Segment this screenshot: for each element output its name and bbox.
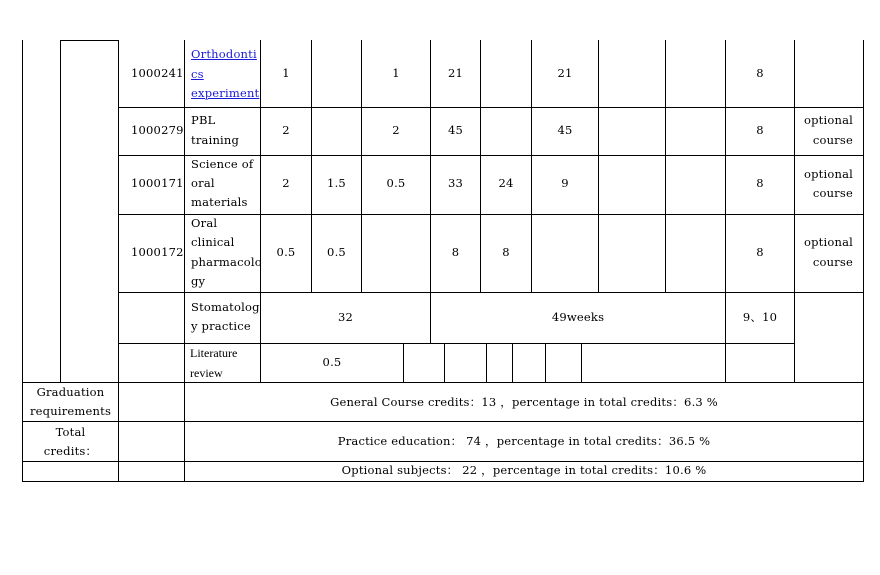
credits-total: 2	[282, 123, 290, 137]
literature-credits: 0.5	[322, 355, 342, 369]
table-line	[598, 40, 599, 292]
table-line	[184, 40, 185, 482]
table-line	[118, 40, 119, 482]
table-line	[512, 343, 513, 382]
semester: 8	[756, 176, 764, 190]
table-line	[22, 421, 864, 422]
course-code: 1000171	[131, 176, 184, 190]
table-line	[118, 214, 864, 215]
course-note: course	[812, 186, 853, 200]
course-note: optional	[804, 113, 854, 127]
course-name: training	[191, 133, 240, 147]
table-line	[60, 40, 118, 41]
hours-theory: 24	[498, 176, 514, 190]
course-code: 1000279	[131, 123, 184, 137]
course-name: pharmacolo	[191, 255, 262, 269]
hours-practice: 45	[557, 123, 573, 137]
course-name-link[interactable]: Orthodonti	[191, 47, 257, 61]
total-credits-label: Total	[55, 425, 86, 439]
course-name-link[interactable]: cs	[191, 67, 204, 81]
credits-practice: 1	[392, 66, 400, 80]
credits-theory: 1.5	[327, 176, 346, 190]
table-line	[665, 40, 666, 292]
practice-name: y practice	[191, 319, 251, 333]
course-note: course	[812, 133, 853, 147]
credits-total: 0.5	[276, 245, 296, 259]
table-line	[725, 40, 726, 383]
practice-duration: 49weeks	[551, 310, 605, 324]
practice-name: Stomatolog	[191, 300, 260, 314]
graduation-label: requirements	[29, 404, 112, 418]
course-code: 1000172	[131, 245, 184, 259]
practice-education-summary: Practice education： 74 ，percentage in total credits：36.5 %	[337, 434, 711, 448]
course-name: materials	[191, 195, 248, 209]
hours-practice: 9	[561, 176, 569, 190]
table-line	[486, 343, 487, 382]
table-line	[22, 481, 864, 482]
credits-theory: 0.5	[327, 245, 346, 259]
general-course-summary: General Course credits：13 ，percentage in total credits：6.3 %	[330, 395, 718, 409]
hours-total: 8	[451, 245, 460, 259]
table-line	[794, 40, 795, 383]
course-name: gy	[191, 274, 206, 288]
hours-total: 33	[447, 176, 464, 190]
course-name-link[interactable]: experiment	[191, 86, 260, 100]
table-line	[118, 107, 864, 108]
hours-total: 21	[447, 66, 464, 80]
practice-semester: 9、10	[742, 310, 778, 324]
literature-name: review	[190, 366, 223, 380]
hours-practice: 21	[557, 66, 573, 80]
credits-total: 1	[282, 66, 290, 80]
credits-practice: 0.5	[386, 176, 406, 190]
optional-subjects-summary: Optional subjects： 22 ，percentage in total credits：10.6 %	[341, 463, 707, 477]
course-name: PBL	[191, 113, 216, 127]
practice-credits: 32	[337, 310, 354, 324]
credits-practice: 2	[392, 123, 400, 137]
table-line	[403, 343, 404, 382]
graduation-label: Graduation	[36, 385, 105, 399]
semester: 8	[756, 66, 764, 80]
hours-theory: 8	[502, 245, 510, 259]
table-line	[118, 292, 864, 293]
course-name: Science of	[191, 157, 254, 171]
course-name: Oral	[191, 216, 218, 230]
hours-total: 45	[447, 123, 464, 137]
table-line	[22, 382, 864, 383]
literature-name: Literature	[190, 346, 238, 360]
table-line	[260, 40, 261, 383]
course-code: 1000241	[131, 66, 184, 80]
semester: 8	[756, 123, 764, 137]
table-line	[545, 343, 546, 382]
course-note: optional	[804, 235, 854, 249]
table-line	[444, 343, 445, 382]
course-name: oral	[191, 176, 215, 190]
semester: 8	[756, 245, 764, 259]
course-name: clinical	[191, 235, 235, 249]
table-line	[581, 343, 582, 382]
total-credits-label: credits：	[43, 444, 98, 458]
course-note: optional	[804, 167, 854, 181]
table-line	[863, 40, 864, 482]
table-line	[60, 40, 61, 382]
credits-total: 2	[282, 176, 290, 190]
course-note: course	[812, 255, 853, 269]
